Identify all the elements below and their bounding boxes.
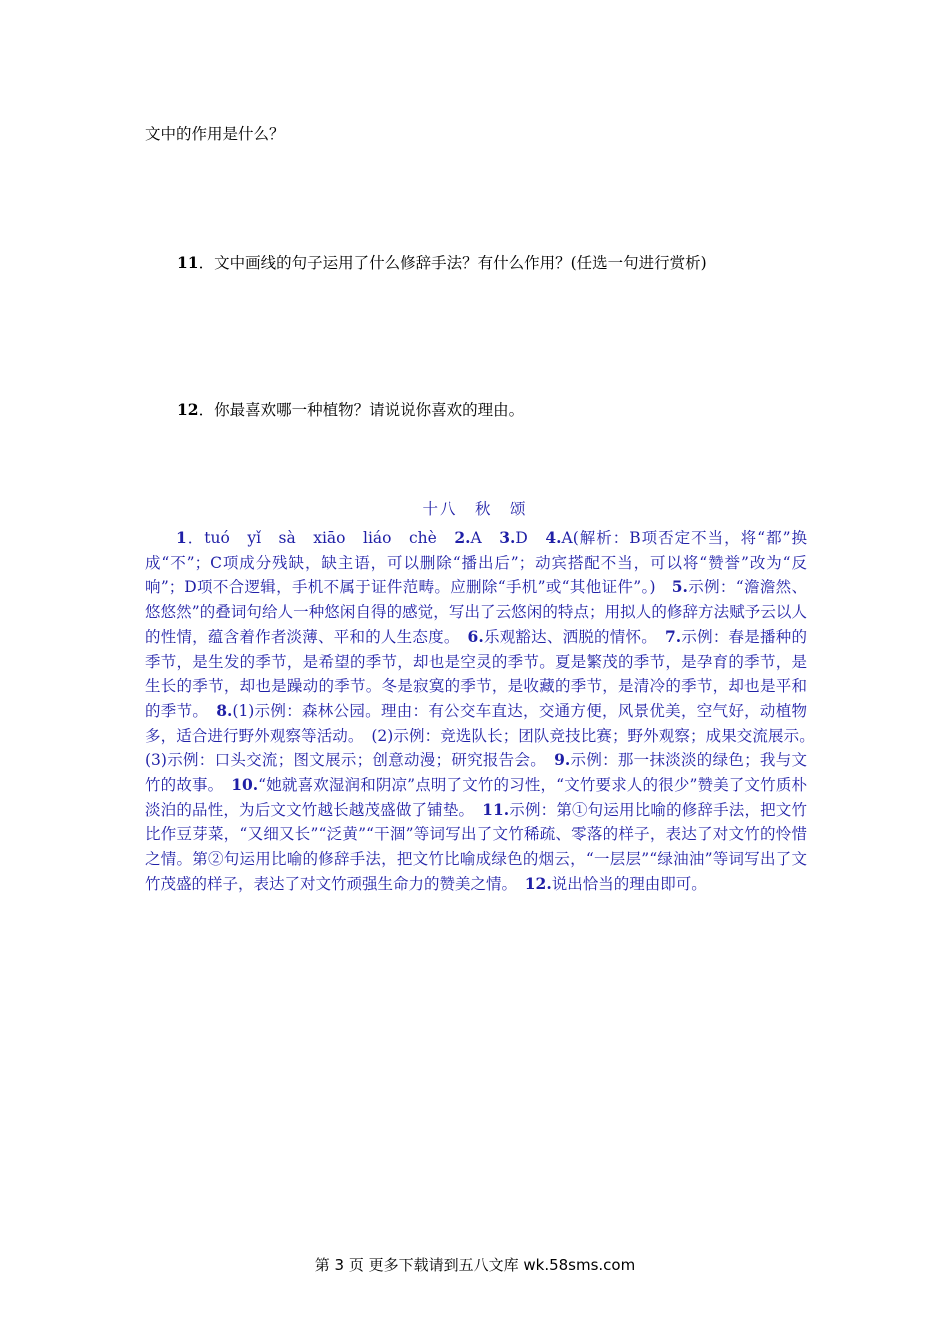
answer-number: 10. [231,775,259,795]
answer-text: A(解析：B项否定不当，将“都”换成“不”；C项成分残缺，缺主语，可以删除“播出后”；动宾搭配不当，可以将“赞誉”改为“反响”；D项不合逻辑，手机不属于证件范畴。应删除“手机”或“其他证件”。) [145,529,807,597]
answer-number: 1 [176,528,187,547]
answer-key [145,526,823,897]
answer-text: 示例：春是播种的季节，是生发的季节，是希望的季节，却也是空灵的季节。夏是繁茂的季节，是孕育的季节，是生长的季节，却也是躁动的季节。冬是寂寞的季节，是收藏的季节，是清冷的季节，却也是平和的季节。 [145,627,807,720]
answer-text: “她就喜欢湿润和阴凉”点明了文竹的习性，“文竹要求人的很少”赞美了文竹质朴淡泊的品性，为后文文竹越长越茂盛做了铺垫。 [145,776,807,819]
answer-text: (1)示例：森林公园。理由：有公交车直达，交通方便，风景优美，空气好，动植物多，适合进行野外观察等活动。 (2)示例：竞选队长；团队竞技比赛；野外观察；成果交流展示。 (3)示例：口头交流；图文展示；创意动漫；研究报告会。 [145,701,823,770]
answer-text: D [515,529,546,547]
answer-number: 9. [554,750,571,770]
answer-number: 8. [216,700,233,720]
question-12 [177,400,524,420]
answer-text: 示例：“澹澹然、悠悠然”的叠词句给人一种悠闲自得的感觉，写出了云悠闲的特点；用拟人的修辞方法赋予云以人的性情，蕴含着作者淡薄、平和的人生态度。 [145,578,807,646]
answer-text: 示例：第①句运用比喻的修辞手法，把文竹比作豆芽菜，“又细又长”“泛黄”“干涸”等词写出了文竹稀疏、零落的样子，表达了对文竹的怜惜之情。第②句运用比喻的修辞手法，把文竹比喻成绿色的烟云，“一层层”“绿油油”等词写出了文竹茂盛的样子，表达了对文竹顽强生命力的赞美之情。 [145,800,807,893]
answer-number: 5. [671,577,688,597]
answer-number: 4. [545,528,562,547]
answer-number: 7. [664,626,682,646]
answer-number: 6. [467,626,484,646]
answer-number: 11. [482,799,510,819]
answer-text: A [470,529,500,547]
page-footer: 第 3 页 更多下载请到五八文库 wk.58sms.com [314,1256,636,1274]
question-continuation [145,124,285,144]
answer-number: 3. [499,528,516,547]
answer-text: ．tuó yǐ sà xiāo liáo chè [186,529,455,547]
answer-number: 2. [454,528,471,547]
answer-text: 乐观豁达、洒脱的情怀。 [483,627,665,646]
question-text: ．文中画线的句子运用了什么修辞手法？有什么作用？(任选一句进行赏析) [198,254,707,272]
answer-section-title: 十八 秋 颂 [422,500,528,518]
question-text: 文中的作用是什么？ [145,125,285,143]
answer-number: 12. [524,873,552,893]
question-text: ．你最喜欢哪一种植物？请说说你喜欢的理由。 [198,401,525,419]
answer-text: 说出恰当的理由即可。 [551,874,707,893]
question-number: 12 [177,400,199,419]
answer-text: 示例：那一抹淡淡的绿色；我与文竹的故事。 [145,751,807,795]
question-11 [177,253,707,273]
question-number: 11 [177,253,199,272]
